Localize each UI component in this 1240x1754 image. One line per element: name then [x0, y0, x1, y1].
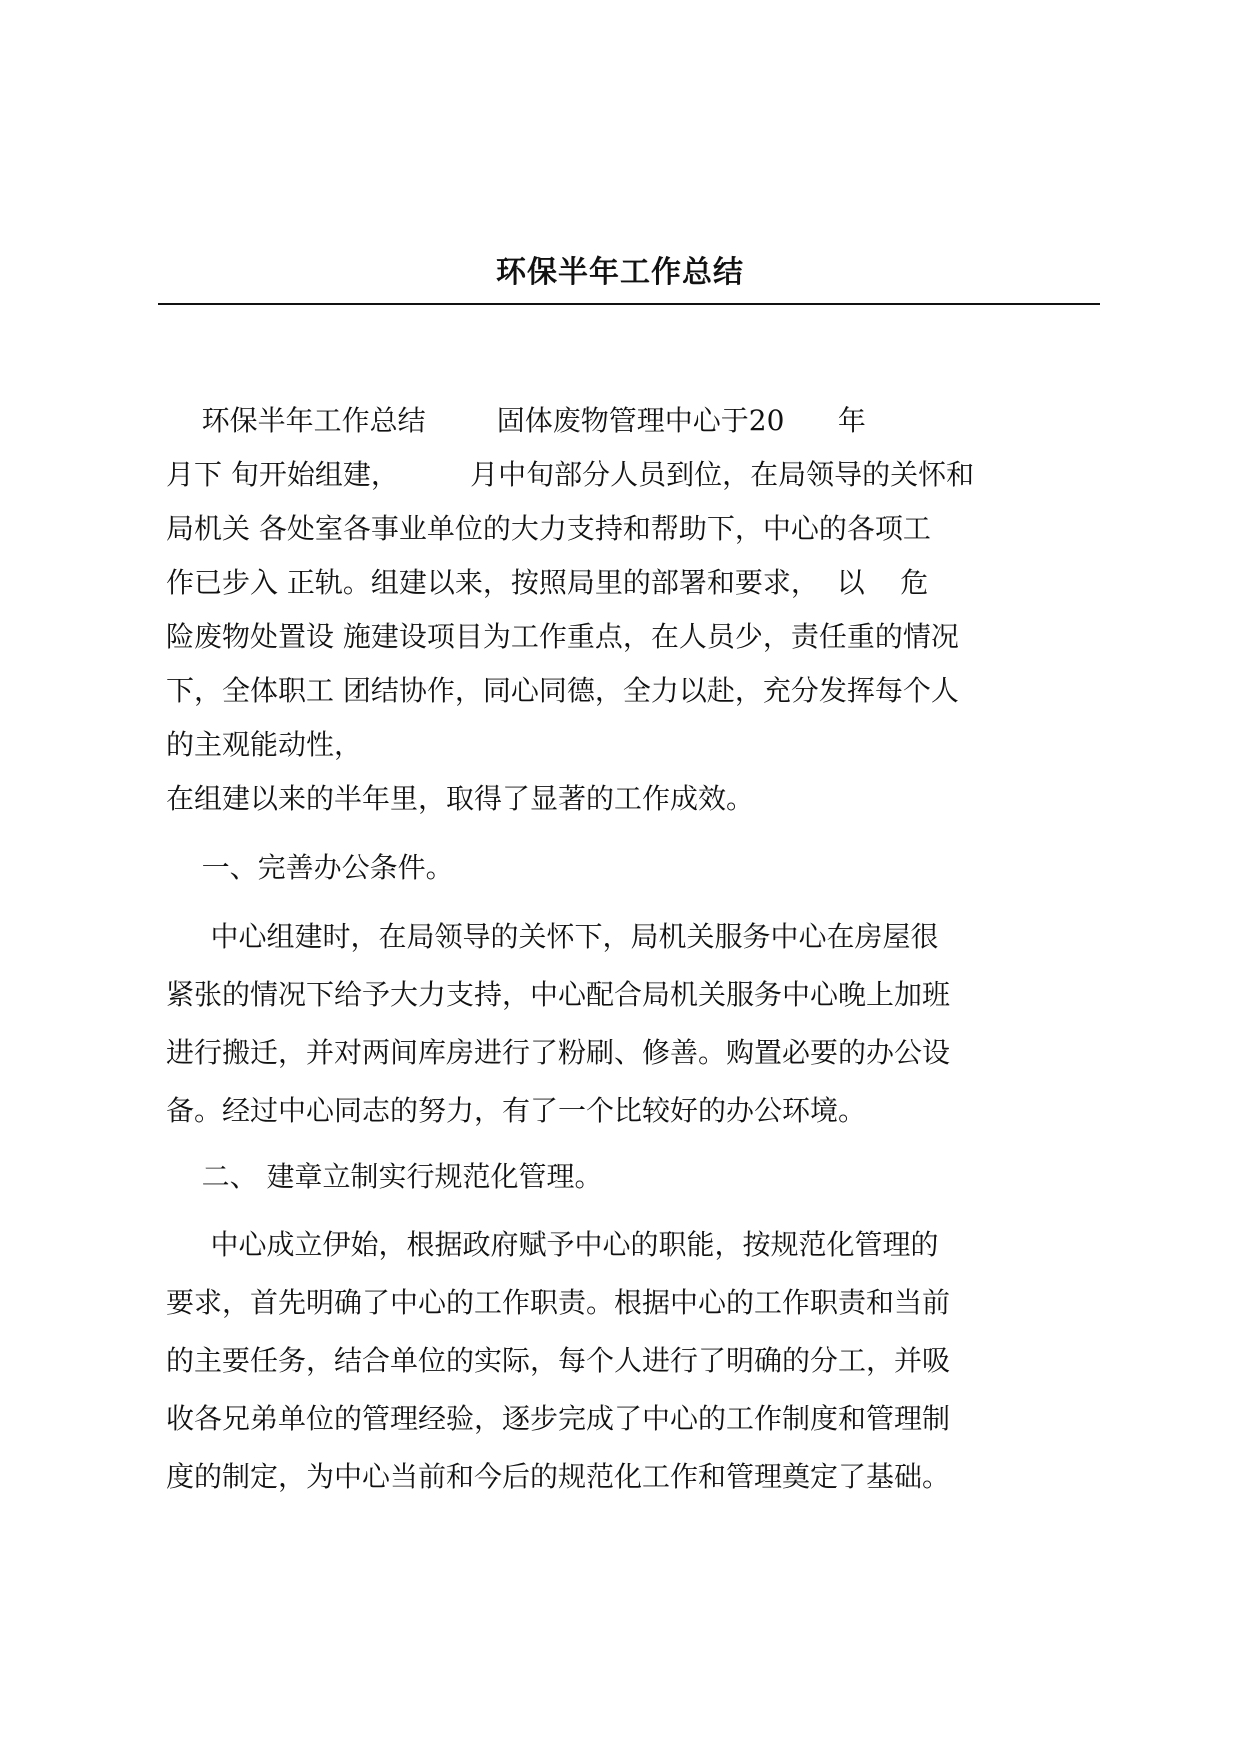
body-line: 月下 旬开始组建， 月中旬部分人员到位，在局领导的关怀和: [166, 458, 975, 491]
section-heading: 一、完善办公条件。: [166, 851, 454, 884]
body-line: 中心成立伊始，根据政府赋予中心的职能，按规范化管理的: [166, 1228, 939, 1261]
body-line: 的主要任务，结合单位的实际，每个人进行了明确的分工，并吸: [166, 1344, 951, 1377]
body-line: 备。经过中心同志的努力，有了一个比较好的办公环境。: [166, 1094, 867, 1127]
body-line: 在组建以来的半年里，取得了显著的工作成效。: [166, 782, 755, 815]
body-line: 险废物处置设 施建设项目为工作重点，在人员少，责任重的情况: [166, 620, 959, 653]
body-line: 中心组建时，在局领导的关怀下，局机关服务中心在房屋很: [166, 920, 939, 953]
body-line: 环保半年工作总结 固体废物管理中心于20 年: [166, 404, 866, 437]
body-line: 收各兄弟单位的管理经验，逐步完成了中心的工作制度和管理制: [166, 1402, 951, 1435]
body-line: 进行搬迁，并对两间库房进行了粉刷、修善。购置必要的办公设: [166, 1036, 951, 1069]
body-line: 紧张的情况下给予大力支持，中心配合局机关服务中心晚上加班: [166, 978, 951, 1011]
document-title: 环保半年工作总结: [496, 255, 744, 290]
title-underline-rule: [158, 303, 1100, 305]
body-line: 局机关 各处室各事业单位的大力支持和帮助下，中心的各项工: [166, 512, 931, 545]
section-heading: 二、 建章立制实行规范化管理。: [166, 1160, 603, 1193]
body-line: 的主观能动性，: [166, 728, 363, 761]
body-line: 度的制定，为中心当前和今后的规范化工作和管理奠定了基础。: [166, 1460, 951, 1493]
body-line: 作已步入 正轨。组建以来，按照局里的部署和要求， 以 危: [166, 566, 929, 599]
body-line: 下，全体职工 团结协作，同心同德，全力以赴，充分发挥每个人: [166, 674, 959, 707]
body-line: 要求，首先明确了中心的工作职责。根据中心的工作职责和当前: [166, 1286, 951, 1319]
